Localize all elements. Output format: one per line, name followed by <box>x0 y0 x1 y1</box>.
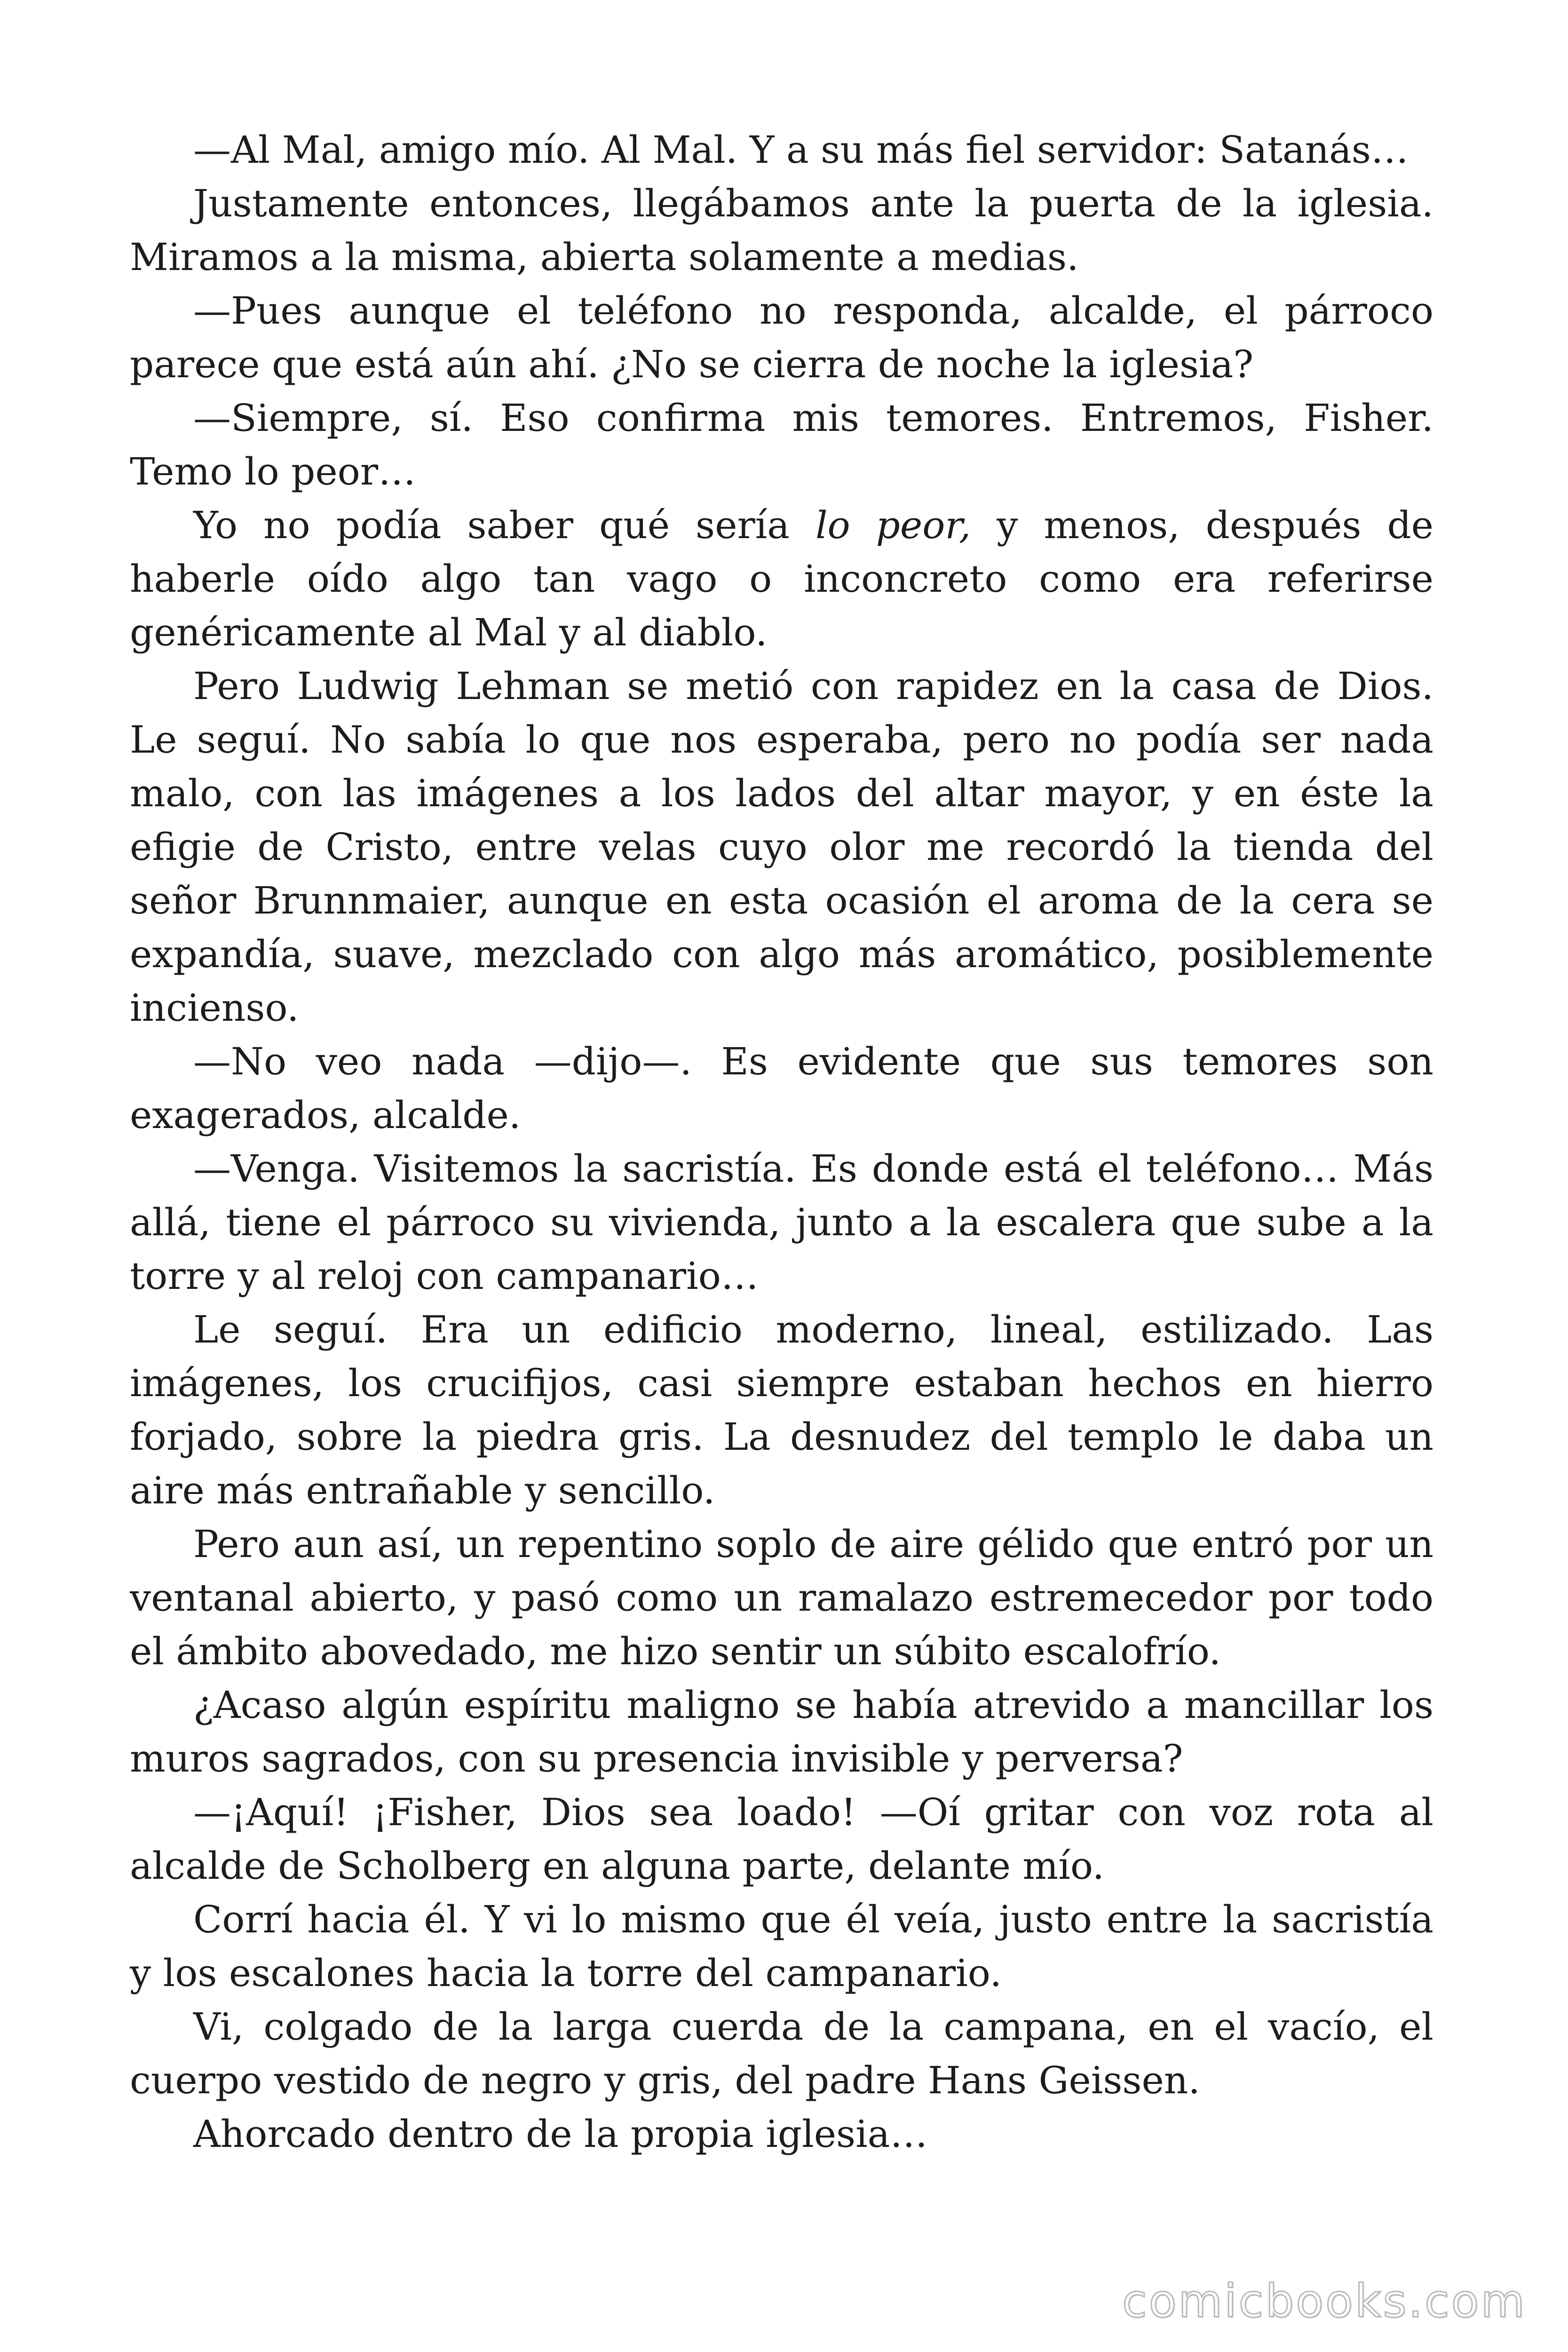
body-text <box>130 123 1433 2161</box>
paragraph: Vi, colgado de la larga cuerda de la campana, en el vacío, el cuerpo vestido de negro y gris, del padre Hans Geissen. <box>130 2005 1433 2102</box>
watermark: comicbooks.com <box>1122 2275 1527 2328</box>
paragraph-text: Yo no podía saber qué sería <box>193 503 816 547</box>
paragraph: Corrí hacia él. Y vi lo mismo que él veía, justo entre la sacristía y los escalones hacia la torre del campanario. <box>130 1898 1433 1995</box>
paragraph: —Venga. Visitemos la sacristía. Es donde está el teléfono… Más allá, tiene el párroco su vivienda, junto a la escalera que sube a la torre y al reloj con campanario… <box>130 1147 1433 1298</box>
paragraph: —Pues aunque el teléfono no responda, alcalde, el párroco parece que está aún ahí. ¿No se cierra de noche la iglesia? <box>130 289 1433 386</box>
paragraph: —Siempre, sí. Eso confirma mis temores. Entremos, Fisher. Temo lo peor… <box>130 396 1433 493</box>
paragraph <box>130 499 1433 660</box>
italic-phrase: lo peor, <box>815 503 971 547</box>
paragraph: —Al Mal, amigo mío. Al Mal. Y a su más fiel servidor: Satanás… <box>193 128 1409 172</box>
paragraph: —No veo nada —dijo—. Es evidente que sus temores son exagerados, alcalde. <box>130 1040 1433 1137</box>
paragraph: Pero Ludwig Lehman se metió con rapidez en la casa de Dios. Le seguí. No sabía lo que nos esperaba, pero no podía ser nada malo, con las imágenes a los lados del altar mayor, y en éste la efigie de Cristo, entre velas cuyo olor me recordó la tienda del señor Brunnmaier, aunque en esta ocasión el aroma de la cera se expandía, suave, mezclado con algo más aromático, posiblemente incienso. <box>130 664 1433 1030</box>
paragraph: Pero aun así, un repentino soplo de aire gélido que entró por un ventanal abierto, y pasó como un ramalazo estremecedor por todo el ámbito abovedado, me hizo sentir un súbito escalofrío. <box>130 1522 1433 1673</box>
paragraph: —¡Aquí! ¡Fisher, Dios sea loado! —Oí gritar con voz rota al alcalde de Scholberg en alguna parte, delante mío. <box>130 1790 1433 1888</box>
paragraph: Justamente entonces, llegábamos ante la puerta de la iglesia. Miramos a la misma, abierta solamente a medias. <box>130 182 1433 279</box>
paragraph: ¿Acaso algún espíritu maligno se había atrevido a mancillar los muros sagrados, con su presencia invisible y perversa? <box>130 1683 1433 1780</box>
paragraph-text: y menos, después de haberle oído algo tan vago o inconcreto como era referirse genéricamente al Mal y al diablo. <box>130 503 1434 654</box>
paragraph: Ahorcado dentro de la propia iglesia… <box>193 2112 928 2156</box>
paragraph: Le seguí. Era un edificio moderno, lineal, estilizado. Las imágenes, los crucifijos, casi siempre estaban hechos en hierro forjado, sobre la piedra gris. La desnudez del templo le daba un aire más entrañable y sencillo. <box>130 1308 1433 1512</box>
